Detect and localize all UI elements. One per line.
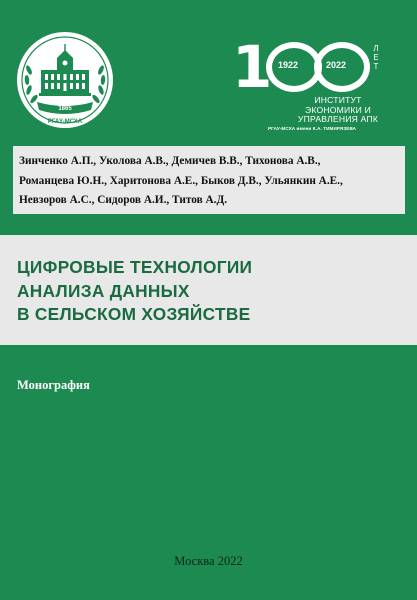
authors-line: Невзоров А.С., Сидоров А.И., Титов А.Д. [19, 194, 228, 206]
anniversary-year-start: 1922 [278, 60, 299, 70]
anniversary-year-end: 2022 [326, 60, 347, 70]
book-genre: Монография [17, 378, 90, 392]
institute-name-line: ЭКОНОМИКИ И [305, 104, 371, 115]
seal-name: РГАУ-МСХА [47, 119, 83, 125]
anniversary-years-word: Л Е Т [373, 44, 379, 71]
book-title-line: АНАЛИЗА ДАННЫХ [17, 280, 190, 301]
institute-name [290, 96, 386, 125]
institute-name-line: ИНСТИТУТ [314, 95, 362, 105]
authors-box [13, 146, 405, 214]
imprint-city-year: Москва 2022 [174, 554, 243, 568]
authors-line: Зинченко А.П., Уколова А.В., Демичев В.В., Тихонова А.В., [19, 155, 321, 167]
university-seal-logo [15, 30, 115, 130]
institute-name-line: УПРАВЛЕНИЯ АПК [297, 114, 379, 125]
seal-year: 1865 [58, 106, 72, 112]
authors-line: Романцева Ю.Н., Харитонова А.Е., Быков Д.В., Ульянкин А.Е., [19, 174, 343, 187]
anniversary-digit: 1 [232, 33, 271, 101]
book-title [17, 256, 252, 327]
anniversary-badge [232, 33, 392, 136]
book-title-line: В СЕЛЬСКОМ ХОЗЯЙСТВЕ [17, 304, 251, 324]
book-title-line: ЦИФРОВЫЕ ТЕХНОЛОГИИ [17, 257, 253, 277]
university-name: РГАУ-МСХА имени К.А. ТИМИРЯЗЕВА [268, 126, 357, 131]
